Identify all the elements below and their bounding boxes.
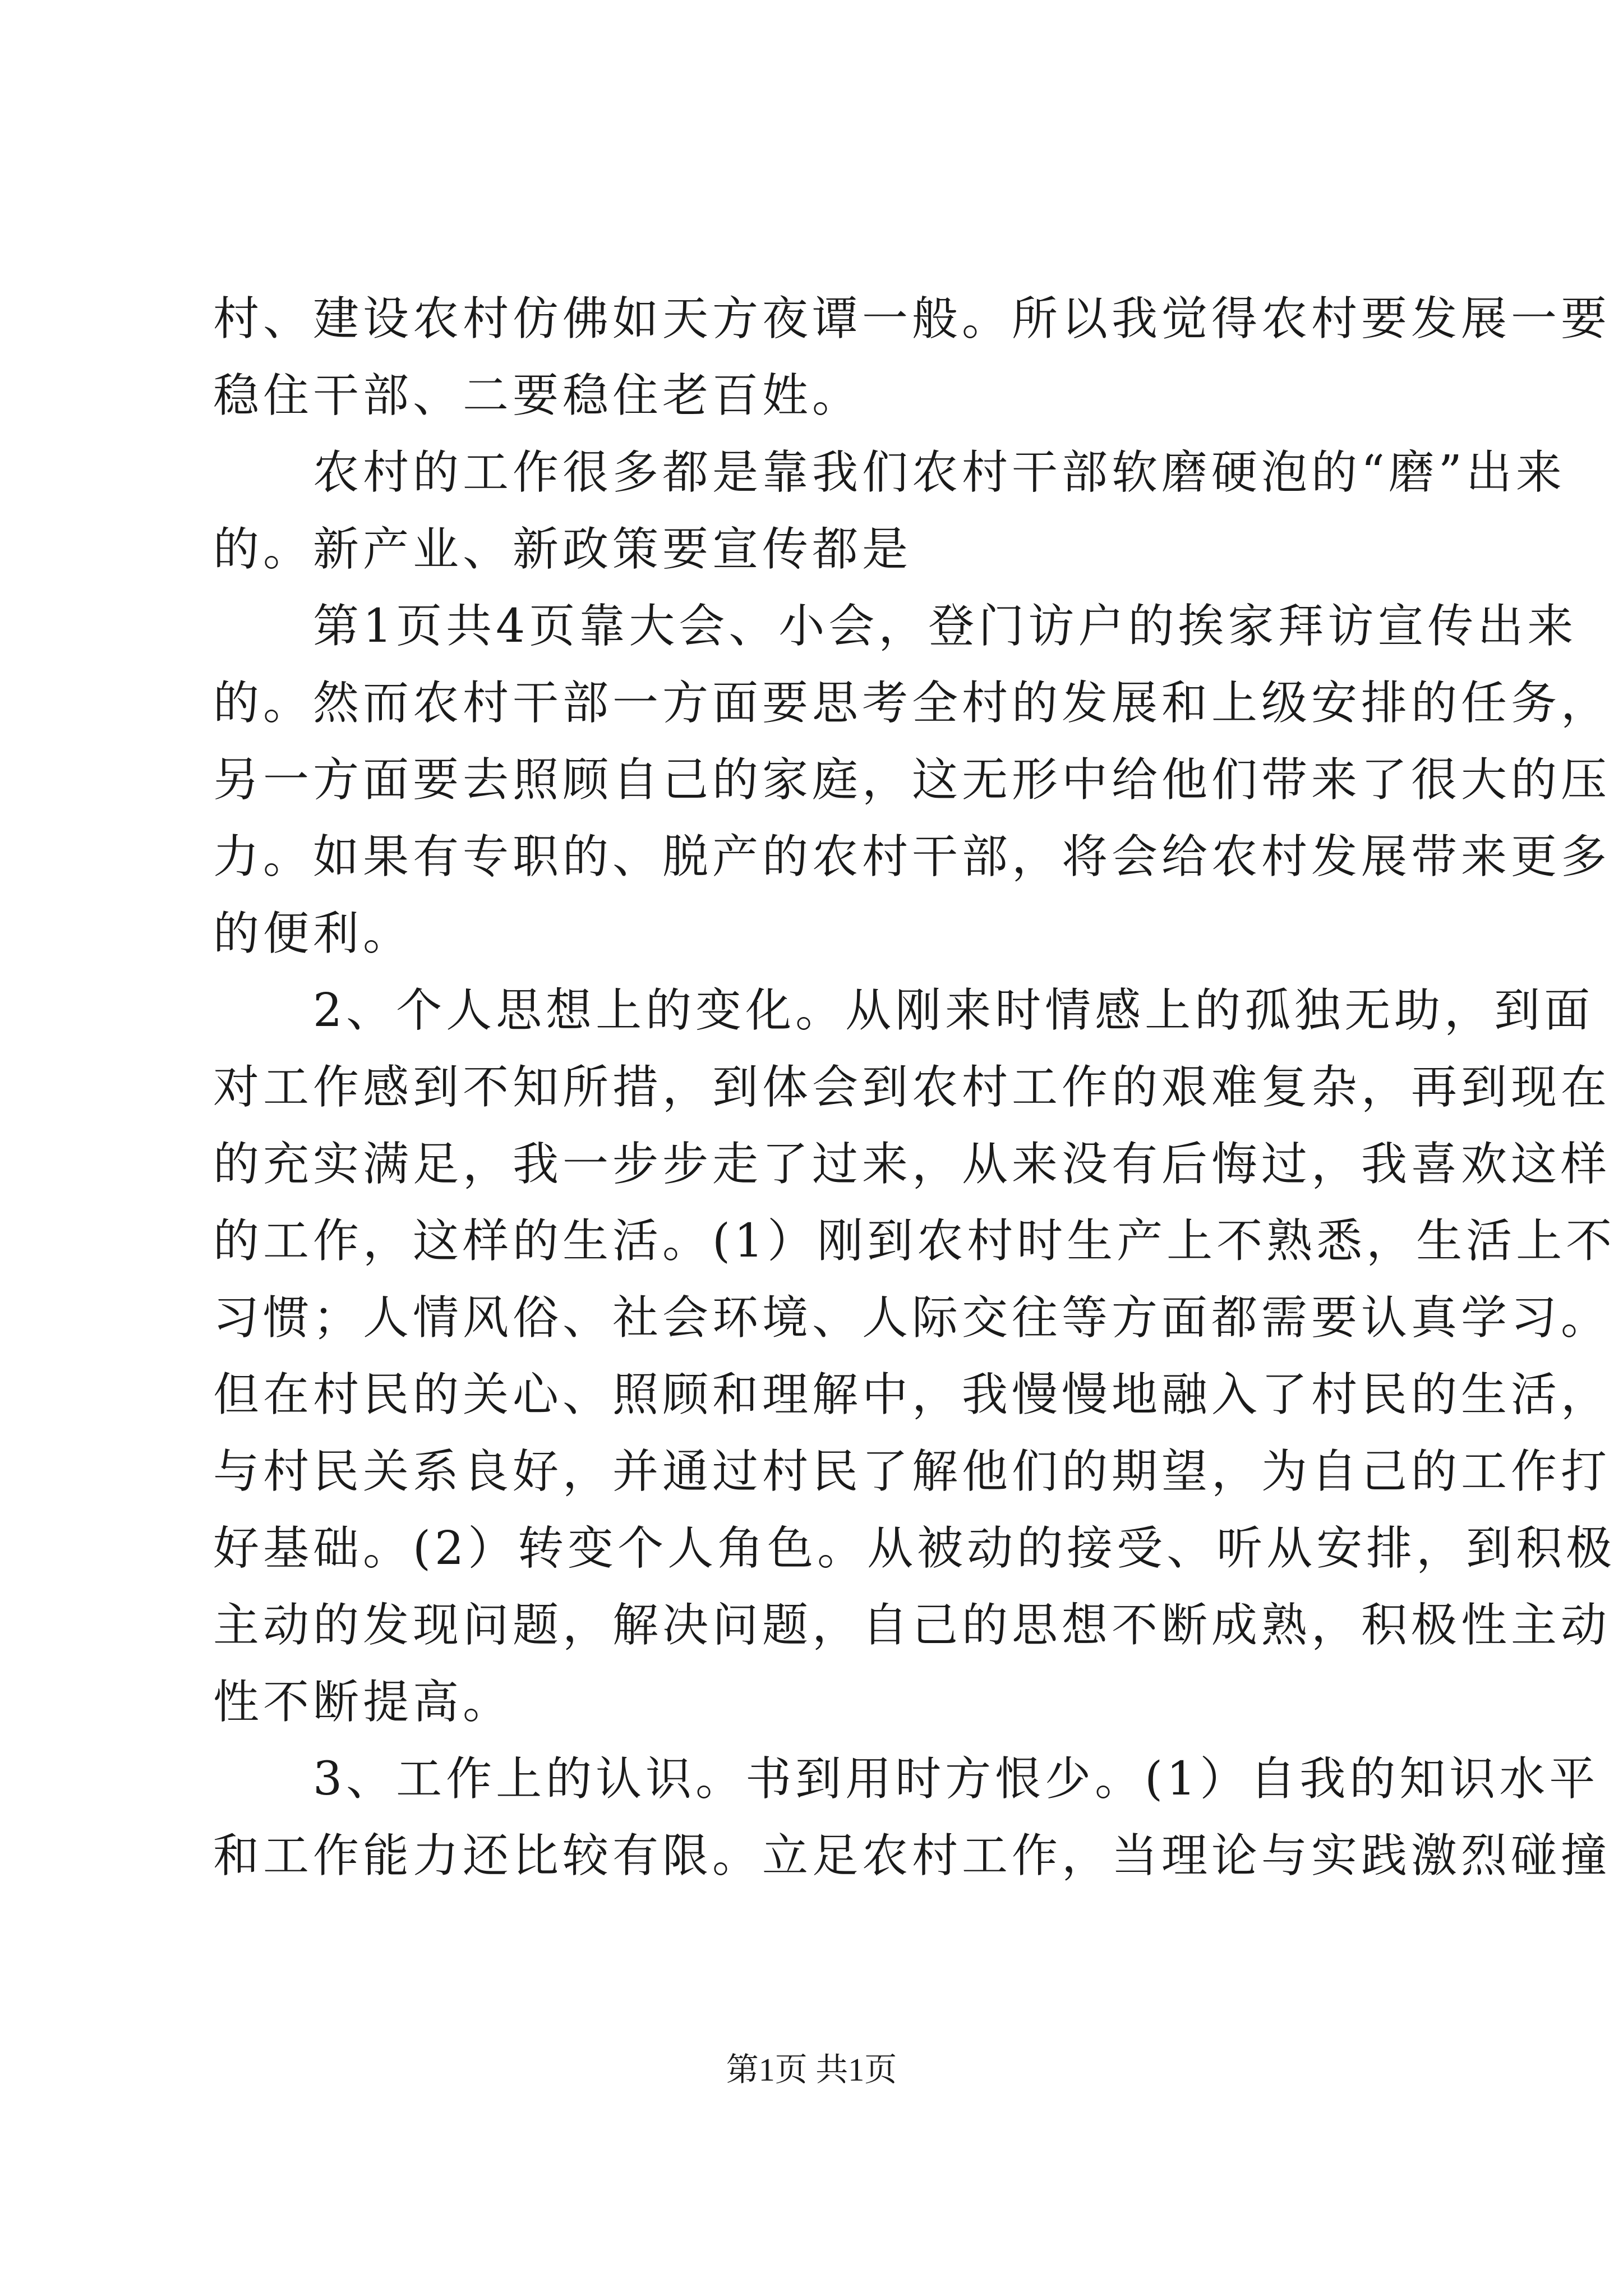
page-footer: 第1页 共1页 bbox=[726, 2051, 897, 2088]
text-line: 好基础。(2）转变个人角色。从被动的接受、听从安排，到积极 bbox=[213, 1522, 1616, 1575]
text-line: 主动的发现问题，解决问题，自己的思想不断成熟，积极性主动 bbox=[213, 1599, 1611, 1652]
text-line: 第1页共4页靠大会、小会，登门访户的挨家拜访宣传出来 bbox=[213, 600, 1578, 653]
text-line: 农村的工作很多都是靠我们农村干部软磨硬泡的“磨”出来 bbox=[213, 446, 1566, 499]
text-line: 与村民关系良好，并通过村民了解他们的期望，为自己的工作打 bbox=[213, 1445, 1611, 1498]
text-line: 和工作能力还比较有限。立足农村工作，当理论与实践激烈碰撞 bbox=[213, 1829, 1611, 1883]
text-line: 力。如果有专职的、脱产的农村干部，将会给农村发展带来更多 bbox=[213, 830, 1611, 884]
text-line: 的便利。 bbox=[213, 907, 413, 960]
text-line: 3、工作上的认识。书到用时方恨少。(1）自我的知识水平 bbox=[213, 1752, 1599, 1806]
text-line: 习惯；人情风俗、社会环境、人际交往等方面都需要认真学习。 bbox=[213, 1291, 1611, 1345]
text-line: 的工作，这样的生活。(1）刚到农村时生产上不熟悉，生活上不 bbox=[213, 1214, 1616, 1268]
body-text bbox=[213, 280, 1616, 1894]
text-line: 性不断提高。 bbox=[213, 1676, 513, 1729]
text-line: 的。然而农村干部一方面要思考全村的发展和上级安排的任务， bbox=[213, 677, 1611, 730]
text-line: 村、建设农村仿佛如天方夜谭一般。所以我觉得农村要发展一要 bbox=[213, 292, 1611, 346]
text-line: 稳住干部、二要稳住老百姓。 bbox=[213, 369, 863, 422]
text-line: 的充实满足，我一步步走了过来，从来没有后悔过，我喜欢这样 bbox=[213, 1138, 1611, 1191]
text-line: 的。新产业、新政策要宣传都是 bbox=[213, 523, 912, 576]
text-line: 但在村民的关心、照顾和理解中，我慢慢地融入了村民的生活， bbox=[213, 1368, 1611, 1421]
text-line: 另一方面要去照顾自己的家庭，这无形中给他们带来了很大的压 bbox=[213, 753, 1611, 807]
text-line: 对工作感到不知所措，到体会到农村工作的艰难复杂，再到现在 bbox=[213, 1061, 1611, 1114]
text-line: 2、个人思想上的变化。从刚来时情感上的孤独无助，到面 bbox=[213, 984, 1594, 1037]
